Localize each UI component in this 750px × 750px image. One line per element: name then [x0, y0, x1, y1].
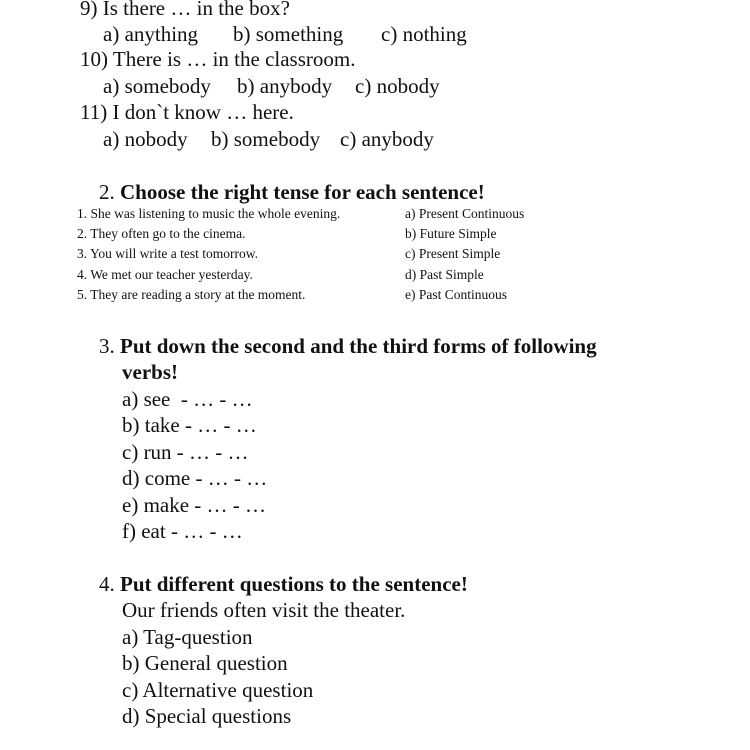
verb-item: e) make - … - … [122, 493, 267, 517]
section-title-continued: verbs! [122, 360, 178, 384]
section-2-heading [99, 180, 485, 204]
sentence: 4. We met our teacher yesterday. [77, 267, 253, 282]
question-type: d) Special questions [122, 704, 292, 728]
option: a) somebody [103, 74, 211, 98]
sentence: 3. You will write a test tomorrow. [77, 246, 258, 261]
option: c) nothing [381, 22, 467, 46]
sentence: 1. She was listening to music the whole evening. [77, 206, 341, 221]
sentence: 2. They often go to the cinema. [77, 226, 246, 241]
section-3-heading [99, 334, 597, 358]
section-number: 2. [99, 180, 115, 204]
sentence: 5. They are reading a story at the moment. [77, 287, 306, 302]
option: c) anybody [340, 127, 434, 151]
question-type: b) General question [122, 651, 288, 675]
verb-item: d) come - … - … [122, 466, 268, 490]
section-number: 4. [99, 572, 115, 596]
verb-item: b) take - … - … [122, 413, 257, 437]
question-type: c) Alternative question [122, 678, 314, 702]
tense-option: a) Present Continuous [405, 206, 525, 221]
question-10: 10) There is … in the classroom. [80, 47, 356, 71]
tense-option: b) Future Simple [405, 226, 497, 241]
verb-item: f) eat - … - … [122, 519, 243, 543]
verb-item: a) see - … - … [122, 387, 253, 411]
section-title: Put down the second and the third forms of following [120, 334, 597, 358]
option: b) something [233, 22, 344, 46]
option: c) nobody [355, 74, 440, 98]
option: a) anything [103, 22, 199, 46]
question-11: 11) I don`t know … here. [80, 100, 294, 124]
section-4-heading [99, 572, 468, 596]
tense-option: d) Past Simple [405, 267, 484, 282]
tense-option: c) Present Simple [405, 246, 501, 261]
base-sentence: Our friends often visit the theater. [122, 598, 406, 622]
section-title: Put different questions to the sentence! [120, 572, 468, 596]
option: b) somebody [211, 127, 321, 151]
option: a) nobody [103, 127, 188, 151]
verb-item: c) run - … - … [122, 440, 249, 464]
question-type: a) Tag-question [122, 625, 253, 649]
tense-option: e) Past Continuous [405, 287, 508, 302]
section-number: 3. [99, 334, 115, 358]
option: b) anybody [237, 74, 333, 98]
question-9: 9) Is there … in the box? [80, 0, 290, 20]
section-title: Choose the right tense for each sentence! [120, 180, 485, 204]
